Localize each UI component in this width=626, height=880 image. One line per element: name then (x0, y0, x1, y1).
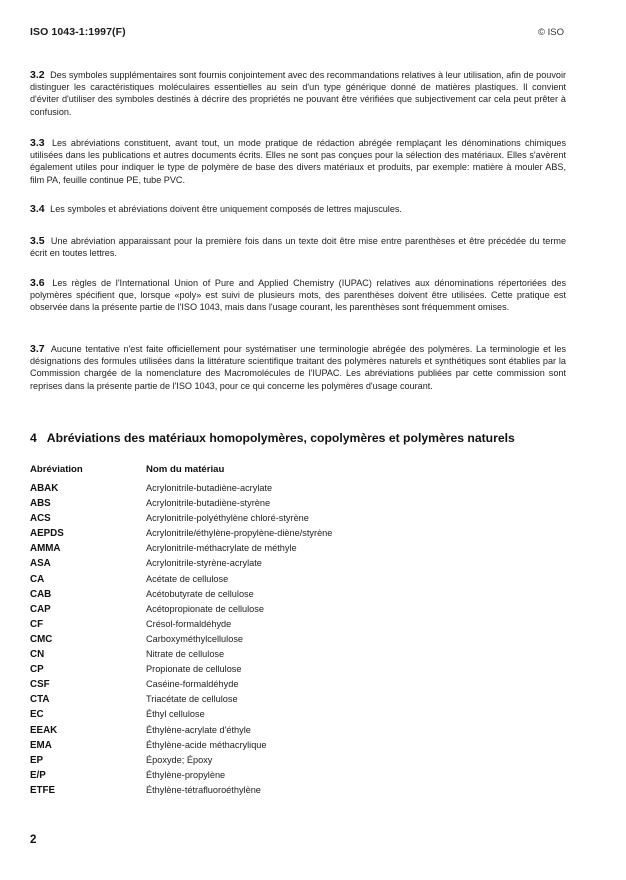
clause-number: 3.2 (30, 69, 45, 81)
clause-text: Les abréviations constituent, avant tout, un mode pratique de rédaction abrégée remplaçant les dénominations chimiques utilisées dans les publications et autres documents écrits. Elles ne sont pas conçues pour la sélection des matériaux. Elles s'avèrent également utiles pour indiquer le type de polymère de base des divers matériaux et produits, par exemple: matière à mouler ABS, film PA, feuille continue PE, tube PVC. (30, 138, 566, 185)
clause-text: Une abréviation apparaissant pour la première fois dans un texte doit être mise entre parenthèses et être précédée du terme écrit en toutes lettres. (30, 236, 567, 259)
abbreviation-cell: E/P (30, 769, 46, 781)
abbreviation-cell: AEPDS (30, 528, 64, 540)
clause-3-2 (30, 69, 566, 118)
abbreviation-cell: CSF (30, 679, 50, 691)
page-number: 2 (30, 834, 37, 846)
copyright-notice: © ISO (537, 27, 564, 38)
table-row (30, 738, 570, 753)
column-header-abbreviation: Abréviation (30, 464, 83, 475)
table-row (30, 677, 570, 692)
table-row (30, 496, 570, 511)
material-name-cell: Caséine-formaldéhyde (146, 679, 239, 690)
material-name-cell: Acrylonitrile-polyéthylène chloré-styrène (146, 513, 309, 524)
clause-3-7 (30, 343, 566, 392)
abbreviation-cell: ABAK (30, 483, 59, 494)
material-name-cell: Triacétate de cellulose (146, 694, 238, 705)
table-row (30, 707, 570, 722)
abbreviation-cell: CN (30, 649, 45, 661)
clause-number: 3.6 (30, 277, 45, 289)
material-name-cell: Acrylonitrile/éthylène-propylène-diène/styrène (146, 528, 333, 539)
clause-number: 3.3 (30, 137, 45, 149)
clause-text: Les règles de l'International Union of Pure and Applied Chemistry (IUPAC) relatives aux dénominations répertoriées des polymères spécifient que, lorsque «poly» est suivi de plusieurs mots, des parenthèses doivent être utilisées. Cette pratique est observée dans la présente partie de l'ISO 1043, mais dans l'usage courant, les parenthèses sont fréquemment omises. (30, 278, 566, 313)
material-name-cell: Époxyde; Époxy (146, 754, 213, 765)
table-row (30, 556, 570, 571)
abbreviation-cell: CAB (30, 588, 52, 600)
clause-3-3 (30, 137, 566, 186)
section-number: 4 (30, 431, 37, 445)
material-name-cell: Éthyl cellulose (146, 709, 205, 720)
material-name-cell: Éthylène-tétrafluoroéthylène (146, 784, 261, 795)
abbreviation-cell: CA (30, 573, 45, 585)
abbreviation-cell: EEAK (30, 724, 58, 736)
material-name-cell: Carboxyméthylcellulose (146, 633, 244, 644)
standard-reference: ISO 1043-1:1997(F) (30, 26, 126, 38)
material-name-cell: Acétobutyrate de cellulose (146, 588, 254, 599)
section-4-heading (30, 431, 590, 445)
table-row (30, 602, 570, 617)
clause-text: Les symboles et abréviations doivent être uniquement composés de lettres majuscules. (50, 204, 402, 214)
material-name-cell: Éthylène-acrylate d'éthyle (146, 724, 251, 735)
table-row (30, 632, 570, 647)
abbreviation-cell: ACS (30, 513, 51, 525)
abbreviation-table (30, 481, 570, 798)
table-row (30, 526, 570, 541)
abbreviation-cell: CMC (30, 633, 53, 645)
material-name-cell: Crésol-formaldéhyde (146, 618, 232, 629)
clause-3-4 (30, 203, 566, 215)
clause-3-5 (30, 235, 566, 259)
column-header-material-name: Nom du matériau (146, 464, 225, 475)
table-row (30, 617, 570, 632)
material-name-cell: Éthylène-propylène (146, 769, 226, 780)
material-name-cell: Nitrate de cellulose (146, 649, 225, 660)
table-row (30, 768, 570, 783)
abbreviation-cell: ABS (30, 498, 51, 510)
clause-number: 3.7 (30, 343, 45, 355)
table-row (30, 511, 570, 526)
material-name-cell: Acrylonitrile-styrène-acrylate (146, 558, 262, 569)
table-row (30, 572, 570, 587)
table-row (30, 481, 570, 496)
abbreviation-cell: ETFE (30, 784, 56, 796)
material-name-cell: Propionate de cellulose (146, 664, 242, 675)
clause-number: 3.4 (30, 203, 45, 215)
material-name-cell: Acrylonitrile-butadiène-styrène (146, 498, 271, 509)
abbreviation-cell: CF (30, 618, 44, 630)
table-row (30, 647, 570, 662)
table-row (30, 723, 570, 738)
material-name-cell: Acrylonitrile-méthacrylate de méthyle (146, 543, 297, 554)
clause-text: Des symboles supplémentaires sont fournis conjointement avec des recommandations relatives à leur utilisation, afin de pouvoir distinguer les caractéristiques moléculaires essentielles au sein d'un type générique donné de matières plastiques. Il convient d'éviter d'utiliser des symboles destinés à décrire des propriétés ne pouvant être vérifiées que subjectivement car cela peut prêter à confusion. (30, 70, 566, 117)
material-name-cell: Acétate de cellulose (146, 573, 229, 584)
abbreviation-cell: EMA (30, 739, 52, 751)
clause-number: 3.5 (30, 235, 45, 247)
material-name-cell: Acrylonitrile-butadiène-acrylate (146, 483, 273, 493)
abbreviation-cell: CP (30, 664, 44, 676)
abbreviation-cell: EC (30, 709, 44, 721)
table-row (30, 541, 570, 556)
clause-3-6 (30, 277, 566, 314)
abbreviation-cell: CTA (30, 694, 50, 706)
table-row (30, 662, 570, 677)
abbreviation-cell: ASA (30, 558, 51, 570)
abbreviation-cell: AMMA (30, 543, 61, 555)
table-row (30, 783, 570, 798)
section-title: Abréviations des matériaux homopolymères, copolymères et polymères naturels (46, 431, 515, 445)
material-name-cell: Éthylène-acide méthacrylique (146, 739, 267, 750)
table-row (30, 753, 570, 768)
table-row (30, 692, 570, 707)
material-name-cell: Acétopropionate de cellulose (146, 603, 264, 614)
clause-text: Aucune tentative n'est faite officiellement pour systématiser une terminologie abrégée des polymères. La terminologie et les désignations des formules utilisées dans la littérature scientifique traitant des polymères naturels et synthétiques sont établies par la Commission chargée de la nomenclature des Macromolécules de l'IUPAC. Les abréviations publiées par cette commission sont reprises dans la présente partie de l'ISO 1043, pour ce qui concerne les polymères d'usage courant. (30, 344, 567, 391)
abbreviation-cell: CAP (30, 603, 51, 615)
table-row (30, 587, 570, 602)
abbreviation-cell: EP (30, 754, 44, 766)
